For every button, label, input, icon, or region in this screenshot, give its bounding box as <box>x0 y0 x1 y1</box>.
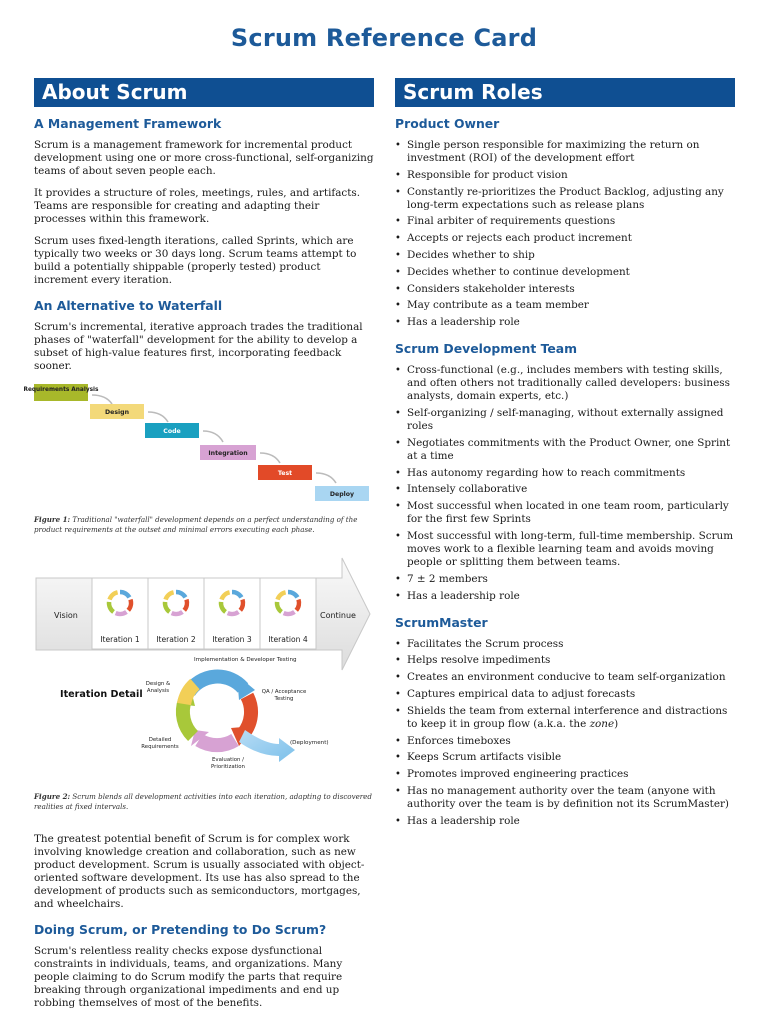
development-team-list <box>395 364 735 602</box>
cycle-segment <box>228 612 239 614</box>
list-item: • Promotes improved engineering practices <box>395 768 735 781</box>
waterfall-heading: An Alternative to Waterfall <box>34 298 223 313</box>
list-item: • Helps resolve impediments <box>395 654 735 667</box>
page-title: Scrum Reference Card <box>230 24 538 52</box>
detailed-requirements-label-wrap <box>138 737 182 757</box>
detailed-requirements-label: Detailed Requirements <box>141 737 179 750</box>
management-framework-heading: A Management Framework <box>34 116 222 131</box>
about-scrum-column <box>23 78 374 1019</box>
list-item: • Constantly re-prioritizes the Product Backlog, adjusting any long-term expectations such as release plans <box>395 186 735 212</box>
cycle-segment <box>116 612 127 614</box>
cycle-segment <box>172 612 183 614</box>
figure-2-caption <box>34 792 374 811</box>
evaluation-label-wrap <box>204 757 252 777</box>
benefit-paragraph: The greatest potential benefit of Scrum is for complex work involving knowledge creation and collaboration, such as new product development. Scrum is usually associated with object-oriented software development. Its use has also spread to the development of products such as semiconductors, mortgages, and wheelchairs. <box>34 833 365 910</box>
zone-word: zone <box>589 717 615 730</box>
evaluation-prioritization-label: Evaluation / Prioritization <box>211 757 245 770</box>
waterfall-arrow <box>92 395 112 404</box>
design-analysis-label: Design & Analysis <box>145 681 171 694</box>
scrum-roles-bar: Scrum Roles <box>395 78 735 107</box>
cycle-segment <box>240 600 243 611</box>
list-item: • Final arbiter of requirements questions <box>395 215 735 228</box>
code-label: Code <box>163 428 181 435</box>
waterfall-arrow <box>316 473 336 483</box>
list-item: • Has autonomy regarding how to reach commitments <box>395 467 735 480</box>
list-item: • Captures empirical data to adjust forecasts <box>395 688 735 701</box>
cycle-segment <box>184 600 187 611</box>
cycle-arc-evaluation <box>199 740 235 745</box>
list-item: • Negotiates commitments with the Product Owner, one Sprint at a time <box>395 437 735 463</box>
continue-label: Continue <box>320 611 356 620</box>
vision-label: Vision <box>54 611 78 620</box>
list-item: • Has a leadership role <box>395 815 735 828</box>
requirements-label: Requirements Analysis <box>23 387 99 393</box>
design-label: Design <box>105 409 129 416</box>
waterfall-arrow <box>260 453 280 463</box>
waterfall-paragraph: Scrum's incremental, iterative approach trades the traditional phases of "waterfall" development for the ability to develop a subset of high-value features first, incorporating feedback sooner. <box>34 321 363 372</box>
integration-label: Integration <box>208 450 248 457</box>
product-owner-list <box>395 139 735 329</box>
list-item: • Has no management authority over the team (anyone with authority over the team is by definition not its ScrumMaster) <box>395 785 735 811</box>
figure-2-label: Figure 2: <box>34 792 71 801</box>
design-analysis-label-wrap <box>138 681 178 701</box>
implementation-label: Implementation & Developer Testing <box>194 657 297 663</box>
list-item: • Has a leadership role <box>395 590 735 603</box>
list-item: • Has a leadership role <box>395 316 735 329</box>
waterfall-diagram <box>23 382 374 518</box>
iteration-3-label: Iteration 3 <box>212 635 252 644</box>
list-item: • Single person responsible for maximizing the return on investment (ROI) of the development effort <box>395 139 735 165</box>
framework-paragraph-3: Scrum uses fixed-length iterations, called Sprints, which are typically two weeks or 30 days long. Scrum teams attempt to build a potentially shippable (properly tested) product increment every iteration. <box>34 235 357 286</box>
list-item: • Accepts or rejects each product increment <box>395 232 735 245</box>
list-item: • Considers stakeholder interests <box>395 283 735 296</box>
framework-paragraph-1: Scrum is a management framework for incremental product development using one or more cross-functional, self-organizing teams of about seven people each. <box>34 139 374 177</box>
waterfall-arrow <box>148 412 168 422</box>
deploy-label: Deploy <box>329 491 355 498</box>
cycle-segment <box>128 600 131 611</box>
list-item: • Most successful when located in one team room, particularly for the first few Sprints <box>395 500 735 526</box>
list-item: • 7 ± 2 members <box>395 573 735 586</box>
cycle-segment <box>284 612 295 614</box>
deployment-label: (Deployment) <box>290 740 329 746</box>
list-item: • Facilitates the Scrum process <box>395 638 735 651</box>
list-item-text: Shields the team from external interference and distractions to keep it in group flow (a.k.a. the <box>407 704 728 730</box>
figure-1-label: Figure 1: <box>34 515 71 524</box>
list-item: • Decides whether to ship <box>395 249 735 262</box>
iteration-1-label: Iteration 1 <box>100 635 140 644</box>
list-item: • May contribute as a team member <box>395 299 735 312</box>
qa-acceptance-label: QA / Acceptance Testing <box>261 689 307 702</box>
cycle-segment <box>296 600 299 611</box>
iteration-4-label: Iteration 4 <box>268 635 308 644</box>
list-item <box>395 705 735 731</box>
list-item: • Keeps Scrum artifacts visible <box>395 751 735 764</box>
scrum-roles-column <box>395 78 735 837</box>
list-item: • Self-organizing / self-managing, without externally assigned roles <box>395 407 735 433</box>
figure-1-caption <box>34 515 374 534</box>
framework-paragraph-2: It provides a structure of roles, meetings, rules, and artifacts. Teams are responsible for creating and adapting their processes within this framework. <box>34 187 361 225</box>
scrummaster-list <box>395 638 735 828</box>
list-item: • Decides whether to continue development <box>395 266 735 279</box>
pretending-paragraph: Scrum's relentless reality checks expose dysfunctional constraints in individuals, teams, and organizations. Many people claiming to do Scrum modify the parts that require breaking through organizational impediments and end up robbing themselves of most of the benefits. <box>34 945 343 1009</box>
pretending-heading: Doing Scrum, or Pretending to Do Scrum? <box>34 922 327 937</box>
list-item: • Most successful with long-term, full-time membership. Scrum moves work to a flexible learning team and avoids moving people or splitting them between teams. <box>395 530 735 569</box>
iteration-diagram <box>34 554 374 792</box>
waterfall-arrow <box>203 431 223 442</box>
qa-label-wrap <box>260 689 308 709</box>
test-label: Test <box>277 470 293 477</box>
iteration-detail-label: Iteration Detail <box>60 689 143 700</box>
iteration-2-label: Iteration 2 <box>156 635 196 644</box>
product-owner-heading: Product Owner <box>395 116 500 131</box>
list-item: • Enforces timeboxes <box>395 735 735 748</box>
zone-tail: ) <box>614 717 619 730</box>
list-item: • Creates an environment conducive to team self-organization <box>395 671 735 684</box>
figure-2-text: Scrum blends all development activities into each iteration, adapting to discovered realities at fixed intervals. <box>34 792 372 811</box>
list-item: • Cross-functional (e.g., includes members with testing skills, and often others not traditionally called developers: business analysts, domain experts, etc.) <box>395 364 735 403</box>
development-team-heading: Scrum Development Team <box>395 341 578 357</box>
about-scrum-bar: About Scrum <box>34 78 374 107</box>
list-item: • Responsible for product vision <box>395 169 735 182</box>
figure-1-text: Traditional "waterfall" development depends on a perfect understanding of the product requirements at the outset and minimal errors executing each phase. <box>34 515 358 534</box>
scrummaster-heading: ScrumMaster <box>395 614 488 630</box>
list-item: • Intensely collaborative <box>395 483 735 496</box>
